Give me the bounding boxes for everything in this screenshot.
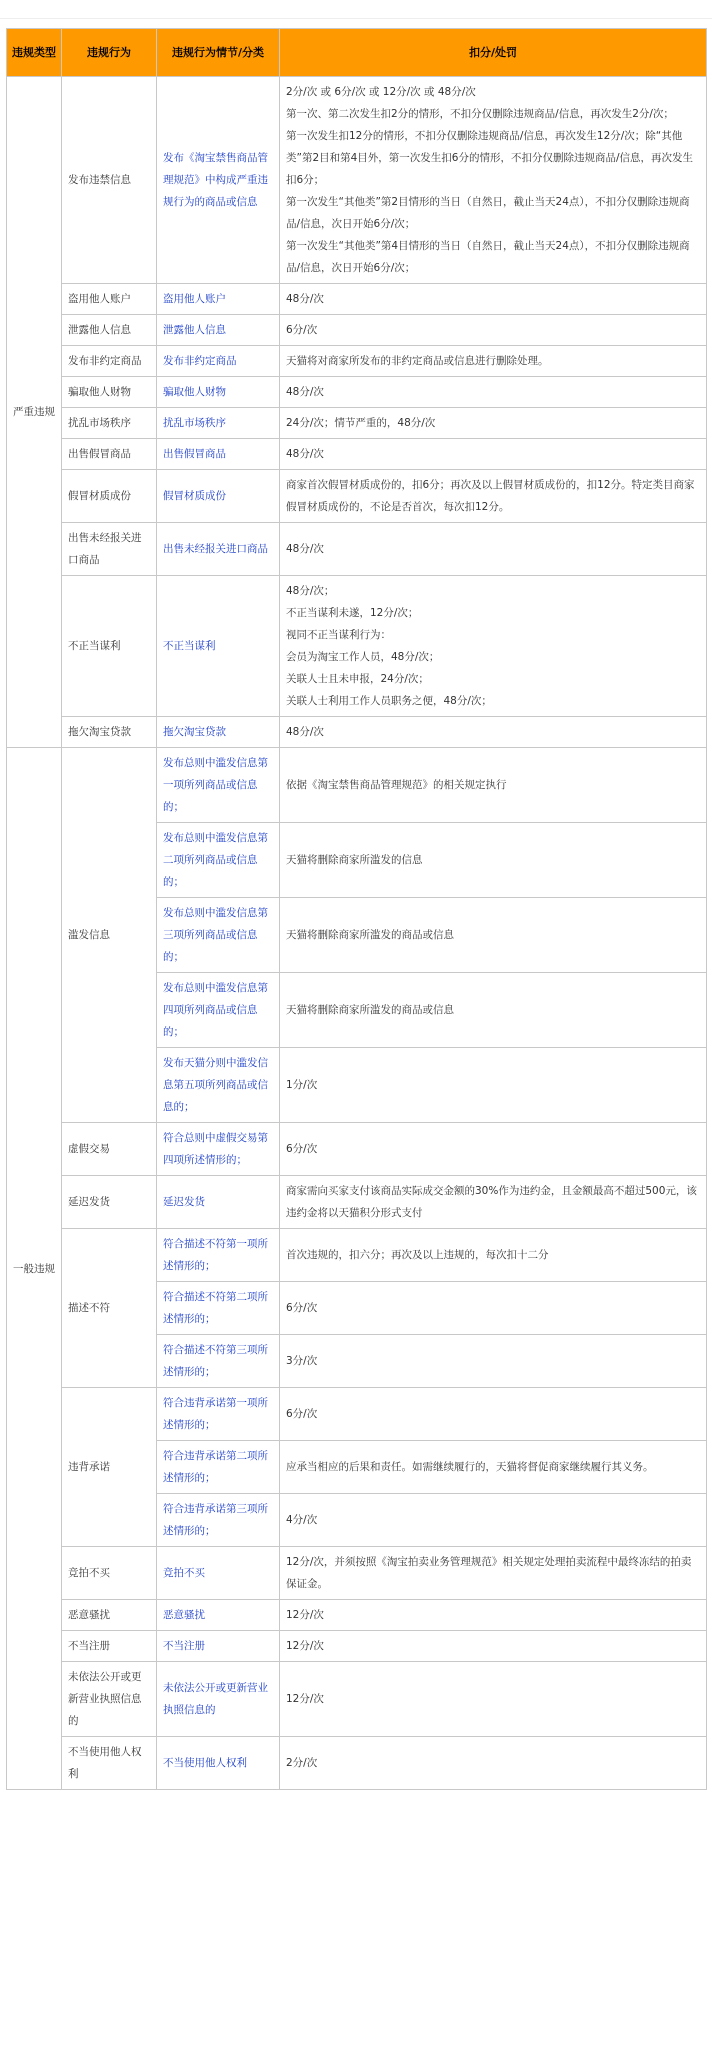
detail-link[interactable]: 发布《淘宝禁售商品管理规范》中构成严重违规行为的商品或信息 xyxy=(157,77,280,284)
penalty-cell: 12分/次 xyxy=(280,1631,707,1662)
penalty-line: 第一次发生“其他类”第4目情形的当日（自然日，截止当天24点），不扣分仅删除违规商品/信息，次日开始6分/次； xyxy=(286,240,690,274)
table-row xyxy=(7,523,707,576)
table-row xyxy=(7,1176,707,1229)
violation-table xyxy=(6,28,707,1790)
behavior-cell: 骗取他人财物 xyxy=(62,377,157,408)
detail-link[interactable]: 符合违背承诺第三项所述情形的； xyxy=(157,1494,280,1547)
behavior-cell: 出售未经报关进口商品 xyxy=(62,523,157,576)
detail-link[interactable]: 不当注册 xyxy=(157,1631,280,1662)
detail-link[interactable]: 泄露他人信息 xyxy=(157,315,280,346)
penalty-line: 不正当谋利未遂，12分/次； xyxy=(286,607,419,619)
table-row xyxy=(7,377,707,408)
table-row xyxy=(7,1662,707,1737)
behavior-cell: 不当使用他人权利 xyxy=(62,1737,157,1790)
detail-link[interactable]: 未依法公开或更新营业执照信息的 xyxy=(157,1662,280,1737)
penalty-cell: 6分/次 xyxy=(280,1388,707,1441)
penalty-cell xyxy=(280,576,707,717)
penalty-line: 48分/次 xyxy=(286,293,324,305)
penalty-cell xyxy=(280,315,707,346)
behavior-cell: 延迟发货 xyxy=(62,1176,157,1229)
table-row xyxy=(7,1388,707,1441)
table-row xyxy=(7,470,707,523)
penalty-line: 会员为淘宝工作人员，48分/次； xyxy=(286,651,440,663)
behavior-cell: 不正当谋利 xyxy=(62,576,157,717)
penalty-cell: 4分/次 xyxy=(280,1494,707,1547)
penalty-cell xyxy=(280,523,707,576)
detail-link[interactable]: 竞拍不买 xyxy=(157,1547,280,1600)
header-type: 违规类型 xyxy=(7,29,62,77)
penalty-cell xyxy=(280,377,707,408)
penalty-cell: 12分/次，并须按照《淘宝拍卖业务管理规范》相关规定处理拍卖流程中最终冻结的拍卖保证金。 xyxy=(280,1547,707,1600)
behavior-cell: 竞拍不买 xyxy=(62,1547,157,1600)
penalty-line: 关联人士利用工作人员职务之便，48分/次； xyxy=(286,695,492,707)
detail-link[interactable]: 拖欠淘宝贷款 xyxy=(157,717,280,748)
penalty-cell: 天猫将删除商家所滥发的商品或信息 xyxy=(280,898,707,973)
penalty-line: 6分/次 xyxy=(286,324,318,336)
table-row xyxy=(7,748,707,823)
header-penalty: 扣分/处罚 xyxy=(280,29,707,77)
table-row xyxy=(7,717,707,748)
detail-link[interactable]: 不正当谋利 xyxy=(157,576,280,717)
table-row xyxy=(7,1547,707,1600)
penalty-line: 视同不正当谋利行为： xyxy=(286,629,391,641)
penalty-line: 48分/次 xyxy=(286,543,324,555)
penalty-line: 关联人士且未申报，24分/次； xyxy=(286,673,429,685)
penalty-line: 商家首次假冒材质成份的，扣6分；再次及以上假冒材质成份的，扣12分。特定类目商家假冒材质成份的，不论是否首次，每次扣12分。 xyxy=(286,479,695,513)
penalty-cell xyxy=(280,346,707,377)
penalty-cell: 1分/次 xyxy=(280,1048,707,1123)
detail-link[interactable]: 出售未经报关进口商品 xyxy=(157,523,280,576)
divider xyxy=(0,18,712,19)
detail-link[interactable]: 发布总则中滥发信息第二项所列商品或信息的； xyxy=(157,823,280,898)
behavior-cell: 恶意骚扰 xyxy=(62,1600,157,1631)
behavior-cell: 未依法公开或更新营业执照信息的 xyxy=(62,1662,157,1737)
behavior-cell: 泄露他人信息 xyxy=(62,315,157,346)
penalty-line: 48分/次； xyxy=(286,585,335,597)
penalty-line: 第一次、第二次发生扣2分的情形，不扣分仅删除违规商品/信息，再次发生2分/次； xyxy=(286,108,674,120)
behavior-cell: 拖欠淘宝贷款 xyxy=(62,717,157,748)
table-row xyxy=(7,1631,707,1662)
table-row xyxy=(7,576,707,717)
detail-link[interactable]: 盗用他人账户 xyxy=(157,284,280,315)
penalty-cell: 商家需向买家支付该商品实际成交金额的30%作为违约金，且金额最高不超过500元，该违约金将以天猫积分形式支付 xyxy=(280,1176,707,1229)
penalty-cell: 2分/次 xyxy=(280,1737,707,1790)
detail-link[interactable]: 发布总则中滥发信息第一项所列商品或信息的； xyxy=(157,748,280,823)
table-row xyxy=(7,77,707,284)
top-margin xyxy=(0,0,712,28)
penalty-cell: 首次违规的，扣六分；再次及以上违规的，每次扣十二分 xyxy=(280,1229,707,1282)
behavior-cell: 发布非约定商品 xyxy=(62,346,157,377)
penalty-cell: 12分/次 xyxy=(280,1662,707,1737)
table-body xyxy=(7,77,707,1790)
detail-link[interactable]: 符合描述不符第二项所述情形的； xyxy=(157,1282,280,1335)
penalty-cell: 应承当相应的后果和责任。如需继续履行的，天猫将督促商家继续履行其义务。 xyxy=(280,1441,707,1494)
penalty-cell: 3分/次 xyxy=(280,1335,707,1388)
table-row xyxy=(7,346,707,377)
penalty-cell: 依据《淘宝禁售商品管理规范》的相关规定执行 xyxy=(280,748,707,823)
detail-link[interactable]: 发布总则中滥发信息第四项所列商品或信息的； xyxy=(157,973,280,1048)
penalty-line: 天猫将对商家所发布的非约定商品或信息进行删除处理。 xyxy=(286,355,549,367)
detail-link[interactable]: 不当使用他人权利 xyxy=(157,1737,280,1790)
penalty-cell xyxy=(280,284,707,315)
penalty-line: 2分/次 或 6分/次 或 12分/次 或 48分/次 xyxy=(286,86,476,98)
detail-link[interactable]: 符合描述不符第一项所述情形的； xyxy=(157,1229,280,1282)
penalty-cell xyxy=(280,439,707,470)
header-row xyxy=(7,29,707,77)
penalty-cell: 天猫将删除商家所滥发的信息 xyxy=(280,823,707,898)
detail-link[interactable]: 出售假冒商品 xyxy=(157,439,280,470)
behavior-cell: 不当注册 xyxy=(62,1631,157,1662)
detail-link[interactable]: 符合违背承诺第一项所述情形的； xyxy=(157,1388,280,1441)
behavior-cell: 出售假冒商品 xyxy=(62,439,157,470)
detail-link[interactable]: 延迟发货 xyxy=(157,1176,280,1229)
detail-link[interactable]: 发布天猫分则中滥发信息第五项所列商品或信息的； xyxy=(157,1048,280,1123)
violation-type-cell: 严重违规 xyxy=(7,77,62,748)
behavior-cell: 虚假交易 xyxy=(62,1123,157,1176)
detail-link[interactable]: 符合违背承诺第二项所述情形的； xyxy=(157,1441,280,1494)
behavior-cell: 描述不符 xyxy=(62,1229,157,1388)
penalty-line: 24分/次；情节严重的，48分/次 xyxy=(286,417,436,429)
table-row xyxy=(7,315,707,346)
penalty-cell xyxy=(280,77,707,284)
penalty-cell xyxy=(280,717,707,748)
penalty-cell xyxy=(280,470,707,523)
table-row xyxy=(7,439,707,470)
detail-link[interactable]: 扰乱市场秩序 xyxy=(157,408,280,439)
table-row xyxy=(7,284,707,315)
table-row xyxy=(7,1737,707,1790)
penalty-line: 第一次发生扣12分的情形，不扣分仅删除违规商品/信息，再次发生12分/次；除“其他类”第2目和第4目外，第一次发生扣6分的情形，不扣分仅删除违规商品/信息，再次发生扣6分； xyxy=(286,130,694,186)
penalty-line: 48分/次 xyxy=(286,726,324,738)
penalty-line: 48分/次 xyxy=(286,448,324,460)
penalty-line: 48分/次 xyxy=(286,386,324,398)
detail-link[interactable]: 发布非约定商品 xyxy=(157,346,280,377)
penalty-cell: 6分/次 xyxy=(280,1282,707,1335)
behavior-cell: 滥发信息 xyxy=(62,748,157,1123)
penalty-cell: 天猫将删除商家所滥发的商品或信息 xyxy=(280,973,707,1048)
behavior-cell: 违背承诺 xyxy=(62,1388,157,1547)
behavior-cell: 假冒材质成份 xyxy=(62,470,157,523)
detail-link[interactable]: 发布总则中滥发信息第三项所列商品或信息的； xyxy=(157,898,280,973)
violation-type-cell: 一般违规 xyxy=(7,748,62,1790)
detail-link[interactable]: 符合描述不符第三项所述情形的； xyxy=(157,1335,280,1388)
penalty-cell: 12分/次 xyxy=(280,1600,707,1631)
behavior-cell: 扰乱市场秩序 xyxy=(62,408,157,439)
table-row xyxy=(7,1123,707,1176)
behavior-cell: 发布违禁信息 xyxy=(62,77,157,284)
table-row xyxy=(7,408,707,439)
penalty-line: 第一次发生“其他类”第2目情形的当日（自然日，截止当天24点），不扣分仅删除违规商品/信息，次日开始6分/次； xyxy=(286,196,690,230)
table-row xyxy=(7,1600,707,1631)
detail-link[interactable]: 符合总则中虚假交易第四项所述情形的； xyxy=(157,1123,280,1176)
header-behavior: 违规行为 xyxy=(62,29,157,77)
header-detail: 违规行为情节/分类 xyxy=(157,29,280,77)
detail-link[interactable]: 假冒材质成份 xyxy=(157,470,280,523)
behavior-cell: 盗用他人账户 xyxy=(62,284,157,315)
penalty-cell xyxy=(280,408,707,439)
detail-link[interactable]: 骗取他人财物 xyxy=(157,377,280,408)
penalty-cell: 6分/次 xyxy=(280,1123,707,1176)
table-row xyxy=(7,1229,707,1282)
detail-link[interactable]: 恶意骚扰 xyxy=(157,1600,280,1631)
